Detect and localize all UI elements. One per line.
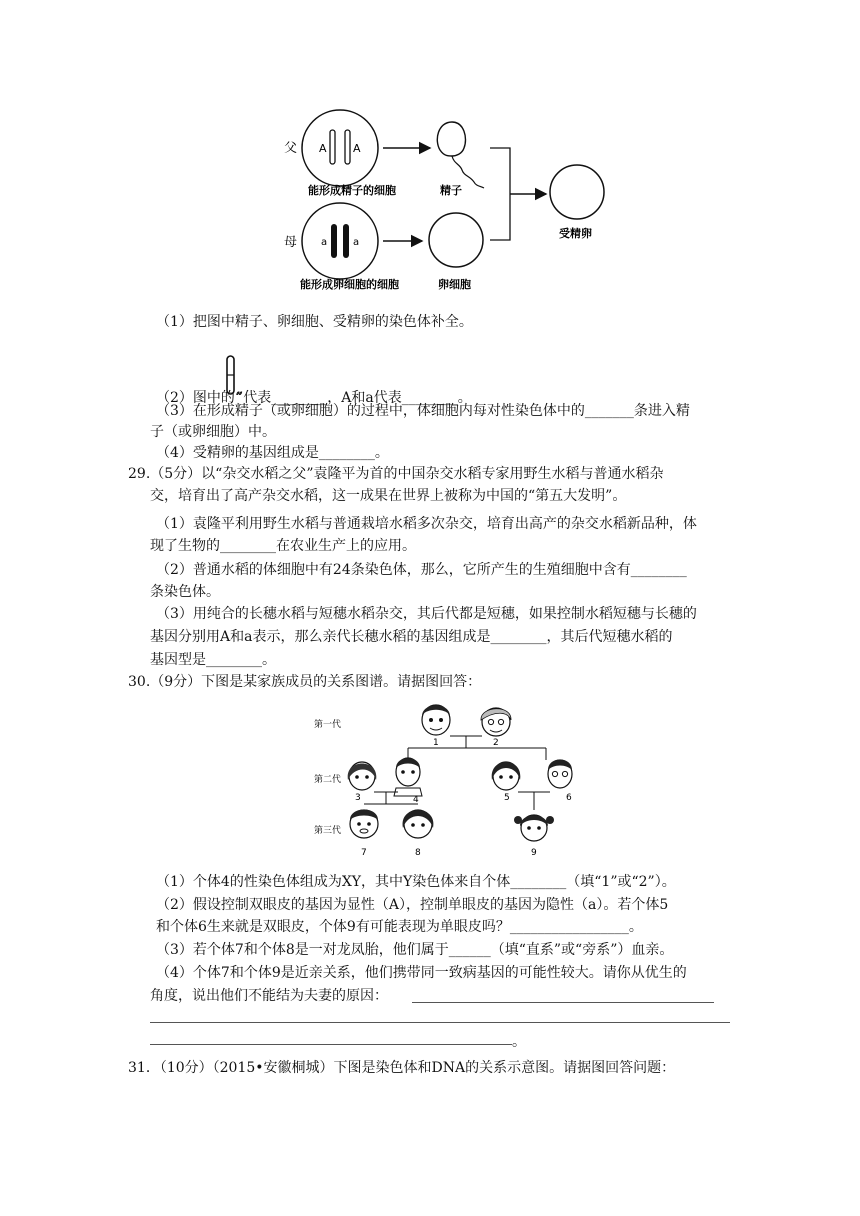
q29-line2: 交，培育出了高产杂交水稻，这一成果在世界上被称为中国的“第五大发明”。: [150, 488, 627, 504]
person-4-id: 4: [413, 795, 419, 805]
q29-line1: 29.（5分）以“杂交水稻之父”袁隆平为首的中国杂交水稻专家用野生水稻与普通水稻杂: [128, 466, 664, 482]
person-5-id: 5: [504, 793, 510, 803]
person-7-portrait: [350, 810, 378, 839]
q29-sub2-line1: （2）普通水稻的体细胞中有24条染色体，那么，它所产生的生殖细胞中含有________: [156, 562, 687, 578]
person-4-portrait: [394, 758, 422, 796]
q30-answer-rule-3: [150, 1044, 512, 1045]
q29-sub1-line1: （1）袁隆平利用野生水稻与普通栽培水稻多次杂交，培育出高产的杂交水稻新品种，体: [156, 516, 697, 532]
father-allele-right: A: [353, 142, 361, 155]
person-7-id: 7: [361, 848, 367, 858]
q30-end-mark: 。: [512, 1034, 526, 1050]
person-3-id: 3: [355, 793, 361, 803]
person-1-portrait: [422, 705, 450, 735]
sperm-label: 精子: [440, 184, 462, 197]
sperm-shape: [437, 122, 465, 156]
mother-allele-left: a: [321, 237, 328, 248]
q31-line1: 31．（10分）（2015•安徽桐城）下图是染色体和DNA的关系示意图。请据图回答问题：: [128, 1060, 676, 1076]
q30-sub4-line2: 角度，说出他们不能结为夫妻的原因：: [150, 988, 388, 1004]
q30-answer-rule-1: [412, 1002, 714, 1003]
father-allele-left: A: [319, 142, 327, 155]
q30-sub1: （1）个体4的性染色体组成为XY，其中Y染色体来自个体________（填“1”或“2”）。: [156, 874, 676, 890]
q29-sub3-line3: 基因型是________。: [150, 652, 276, 668]
gamete-fertilization-diagram: [270, 100, 650, 300]
q28-sub2-post: ”代表________，A和a代表________。: [236, 390, 472, 406]
father-label: 父: [284, 141, 298, 156]
family-pedigree-diagram: [310, 700, 600, 862]
q28-sub3-line2: 子（或卵细胞）中。: [150, 424, 276, 440]
q28-sub3-line1: （3）在形成精子（或卵细胞）的过程中，体细胞内每对性染色体中的_______条进入精: [156, 403, 690, 419]
q28-sub1: （1）把图中精子、卵细胞、受精卵的染色体补全。: [156, 314, 473, 330]
person-6-portrait: [548, 760, 572, 789]
q30-sub2-line2: 和个体6生来就是双眼皮，个体9有可能表现为单眼皮吗？_________________。: [156, 919, 643, 935]
mother-label: 母: [284, 235, 298, 250]
q30-sub3: （3）若个体7和个体8是一对龙凤胎，他们属于______（填“直系”或“旁系”）血亲。: [156, 942, 674, 958]
generation-3-label: 第三代: [314, 826, 342, 836]
person-2-portrait: [481, 708, 511, 736]
q29-sub1-line2: 现了生物的________在农业生产上的应用。: [150, 538, 416, 554]
egg-circle: [429, 213, 483, 267]
father-cell-circle: [302, 110, 378, 186]
person-5-portrait: [492, 762, 521, 790]
q28-sub4: （4）受精卵的基因组成是________。: [156, 445, 389, 461]
mother-allele-right: a: [353, 237, 360, 248]
q30-answer-rule-2: [150, 1022, 730, 1023]
egg-label: 卵细胞: [438, 278, 471, 291]
generation-1-label: 第一代: [314, 720, 342, 730]
zygote-circle: [550, 165, 604, 219]
q30-sub4-line1: （4）个体7和个体9是近亲关系，他们携带同一致病基因的可能性较大。请你从优生的: [156, 965, 687, 981]
mother-cell-circle: [302, 203, 378, 279]
person-8-portrait: [403, 810, 434, 838]
person-6-id: 6: [566, 793, 572, 803]
sperm-source-label: 能形成精子的细胞: [308, 184, 396, 197]
person-2-id: 2: [493, 738, 499, 748]
q29-sub3-line2: 基因分别用A和a表示，那么亲代长穗水稻的基因组成是________，其后代短穗水稻的: [150, 629, 673, 645]
q29-sub2-line2: 条染色体。: [150, 584, 220, 600]
father-chromosome-left: [330, 130, 335, 164]
q30-line1: 30.（9分）下图是某家族成员的关系图谱。请据图回答：: [128, 674, 482, 690]
generation-2-label: 第二代: [314, 775, 342, 785]
mother-chromosome-left: [331, 224, 337, 258]
person-3-portrait: [348, 762, 377, 790]
mother-chromosome-right: [343, 224, 349, 258]
q29-sub3-line1: （3）用纯合的长穗水稻与短穗水稻杂交，其后代都是短穗，如果控制水稻短穗与长穗的: [156, 606, 697, 622]
father-chromosome-right: [345, 130, 350, 164]
person-8-id: 8: [415, 848, 421, 858]
person-9-portrait: [514, 815, 554, 841]
fertilization-bracket: [490, 148, 510, 240]
q28-sub2-pre: （2）图中的“: [156, 390, 243, 406]
egg-source-label: 能形成卵细胞的细胞: [300, 278, 399, 291]
zygote-label: 受精卵: [559, 227, 592, 240]
person-9-id: 9: [531, 848, 537, 858]
person-1-id: 1: [433, 738, 439, 748]
q30-sub2-line1: （2）假设控制双眼皮的基因为显性（A），控制单眼皮的基因为隐性（a）。若个体5: [156, 897, 669, 913]
chromosome-icon: [222, 354, 238, 396]
